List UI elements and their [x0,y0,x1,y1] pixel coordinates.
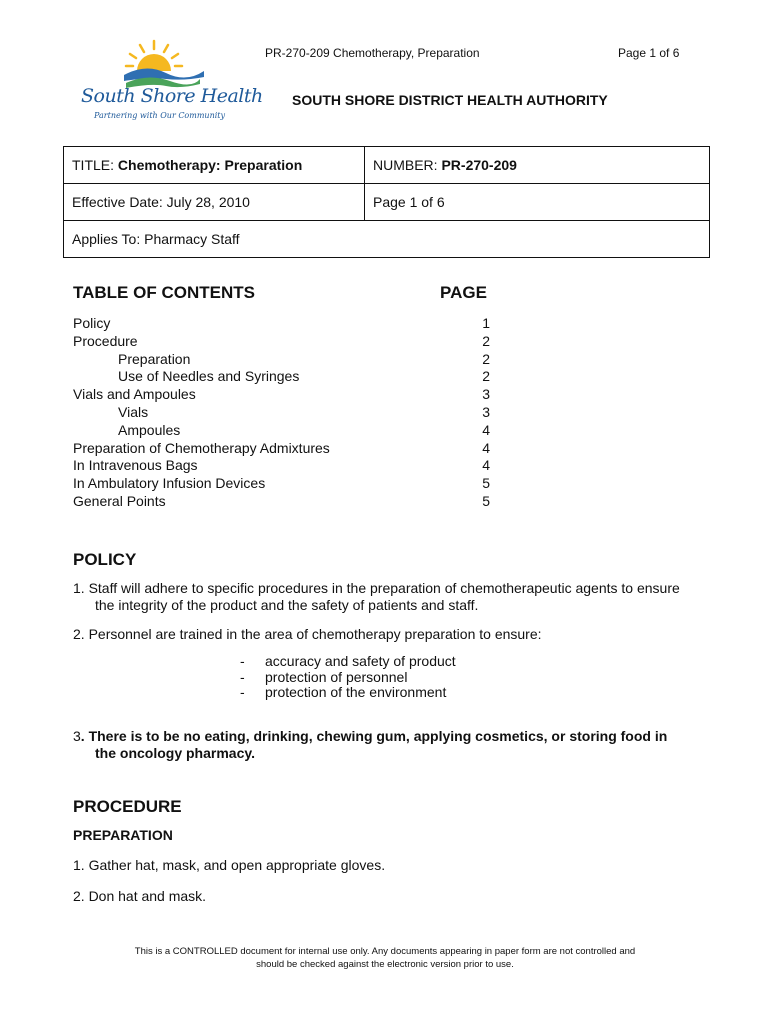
document-info-table [63,146,710,258]
toc-page: 4 [482,457,490,474]
toc-page: 5 [482,492,490,509]
toc-page: 5 [482,475,490,492]
effective-date: Effective Date: July 28, 2010 [64,184,365,221]
applies-to: Applies To: Pharmacy Staff [64,221,710,258]
toc-item: Preparation [118,350,191,367]
info-page: Page 1 of 6 [365,184,710,221]
toc-page: 2 [482,350,490,367]
toc-page: 2 [482,368,490,385]
toc-item: Vials [118,403,149,420]
policy-item-3-number: 3 [73,728,81,744]
toc-page: 2 [482,332,490,349]
policy-item-2: 2. Personnel are trained in the area of chemotherapy preparation to ensure: [73,626,542,642]
header-doc-ref: PR-270-209 Chemotherapy, Preparation [265,46,480,60]
toc-page: 3 [482,403,490,420]
bullet-item: - accuracy and safety of product [240,653,456,669]
policy-item-3 [73,728,683,762]
bullet-item: - protection of personnel [240,668,408,685]
policy-bullet-list [240,654,456,701]
procedure-step-1: 1. Gather hat, mask, and open appropriate gloves. [73,857,386,873]
footer-notice [95,945,675,971]
toc-item: Ampoules [118,421,181,438]
toc-item: General Points [73,492,166,509]
preparation-subheading: PREPARATION [73,827,173,843]
policy-item-3-text: . There is to be no eating, drinking, chewing gum, applying cosmetics, or storing food in the oncology pharmacy. [80,728,668,761]
number-cell [365,147,710,184]
toc-item: Preparation of Chemotherapy Admixtures [73,439,330,456]
toc-item: In Ambulatory Infusion Devices [73,475,266,492]
number-value: PR-270-209 [441,157,517,173]
footer-line: should be checked against the electronic version prior to use. [256,959,514,970]
toc-list [73,315,330,511]
authority-title: SOUTH SHORE DISTRICT HEALTH AUTHORITY [292,92,608,108]
title-cell [64,147,365,184]
logo-tagline: Partnering with Our Community [94,111,226,120]
procedure-step-2: 2. Don hat and mask. [73,888,207,904]
policy-item-1: 1. Staff will adhere to specific procedures in the preparation of chemotherapeutic agents to ensure the integrity of the product and the safety of patients and staff. [73,580,680,613]
title-value: Chemotherapy: Preparation [117,157,303,173]
toc-item: In Intravenous Bags [73,457,198,474]
toc-page: 4 [482,421,490,438]
toc-item: Procedure [73,332,138,349]
toc-item: Vials and Ampoules [73,386,196,403]
toc-item: Use of Needles and Syringes [118,368,300,385]
toc-page: 4 [482,439,490,456]
toc-heading: TABLE OF CONTENTS [73,283,255,302]
policy-heading: POLICY [73,550,137,569]
procedure-heading: PROCEDURE [73,797,182,816]
toc-page: 1 [482,315,490,331]
title-label: TITLE: [72,157,118,173]
toc-page-numbers [478,315,490,511]
number-label: NUMBER: [373,157,442,173]
logo-name: South Shore Health [81,85,263,107]
south-shore-health-logo [76,35,263,125]
header-page-number: Page 1 of 6 [618,46,680,60]
bullet-item: - protection of the environment [240,684,447,700]
toc-item: Policy [73,315,111,331]
footer-line: This is a CONTROLLED document for internal use only. Any documents appearing in paper form are not controlled and [134,946,636,957]
toc-page: 3 [482,386,490,403]
toc-page-heading: PAGE [440,283,487,302]
